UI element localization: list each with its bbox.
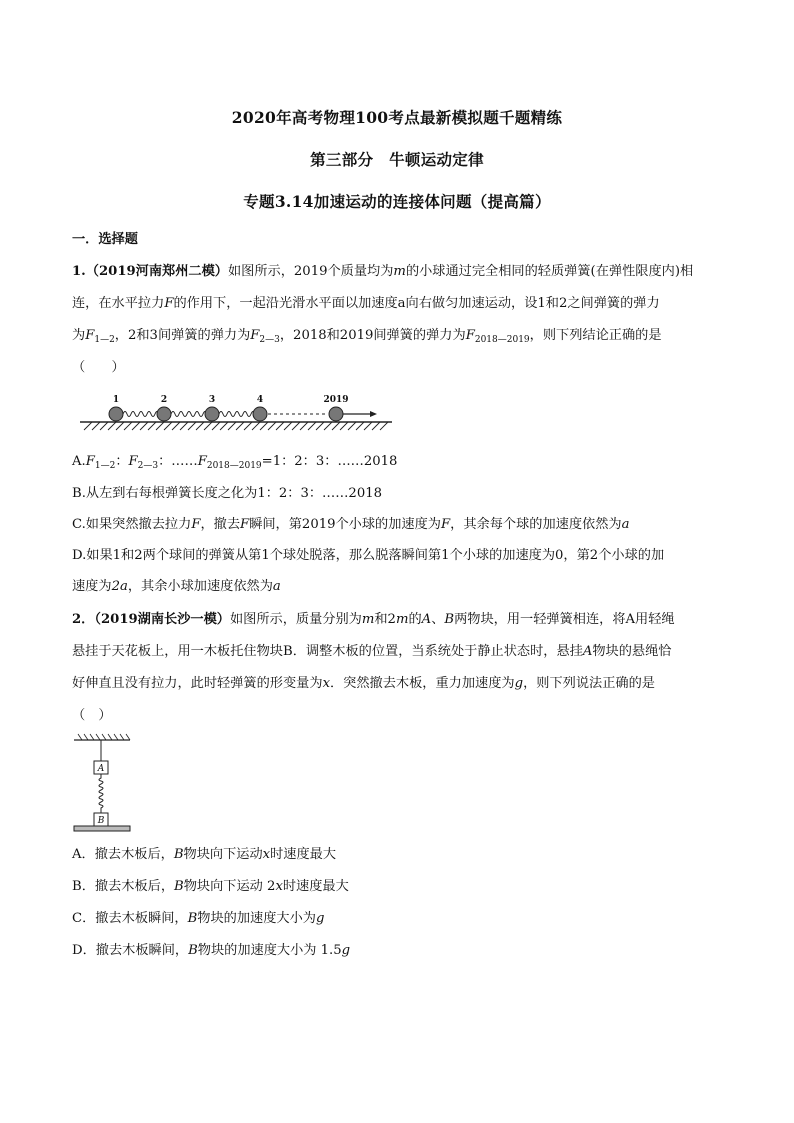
q1-stem-line3: 为$F_{1—2}$，2和3间弹簧的弹力为$F_{2—3}$，2018和2019间弹簧的弹力为$F_{2018—2019}$，则下列结论正确的是 (72, 328, 662, 345)
q2-option-d: D．撤去木板瞬间，B物块的加速度大小为 1.5g (72, 943, 351, 958)
spring (99, 774, 103, 813)
document-title: 2020年高考物理100考点最新模拟题千题精练 (231, 108, 563, 127)
q2-answer-paren: （ ） (72, 708, 112, 723)
ball-label-4: 4 (256, 395, 264, 405)
ball-label-2: 2 (160, 395, 168, 405)
q1-option-b: B.从左到右每根弹簧长度之化为1：2：3：……2018 (72, 486, 382, 501)
q2-hanging-figure (72, 734, 136, 834)
q1-option-c: C.如果突然撤去拉力F，撤去F瞬间，第2019个小球的加速度为F，其余每个球的加速度依然为a (72, 517, 630, 532)
q1-spring-figure (80, 392, 400, 442)
q2-stem-line2: 悬挂于天花板上，用一木板托住物块B．调整木板的位置，当系统处于静止状态时，悬挂A物块的悬绳恰 (72, 644, 672, 659)
ball-2019 (329, 407, 343, 421)
ball-label-3: 3 (208, 395, 216, 405)
q2-option-a: A．撤去木板后，B物块向下运动x时速度最大 (72, 847, 337, 862)
q2-stem-line1: 2．（2019湖南长沙一模）如图所示，质量分别为m和2m的A、B两物块，用一轻弹簧相连，将A用轻绳 (72, 612, 675, 627)
q1-option-d-line2: 速度为2a，其余小球加速度依然为a (72, 579, 281, 594)
ball-label-1: 1 (112, 395, 120, 405)
q1-stem-line1: 1.（2019河南郑州二模）如图所示，2019个质量均为m的小球通过完全相同的轻质弹簧(在弹性限度内)相 (72, 264, 694, 279)
q1-answer-paren: （ ） (72, 360, 125, 375)
q2-option-b: B．撤去木板后，B物块向下运动 2x时速度最大 (72, 879, 349, 894)
q2-source: （2019湖南长沙一模） (94, 612, 230, 627)
ball-2 (157, 407, 171, 421)
q1-option-a: $A.F_{1—2}$：$F_{2—3}$：$\dots\dots F_{2018—2019}=1$：2：3：……2018 (72, 454, 398, 471)
section-heading: 一．选择题 (72, 232, 138, 247)
block-b-label: B (97, 816, 105, 826)
q1-option-d-line1: D.如果1和2两个球间的弹簧从第1个球处脱落，那么脱落瞬间第1个小球的加速度为0，第2个小球的加 (72, 548, 665, 563)
ball-3 (205, 407, 219, 421)
q1-source: （2019河南郑州二模） (85, 264, 228, 279)
ball-4 (253, 407, 267, 421)
topic-title: 专题3.14加速运动的连接体问题（提高篇） (243, 192, 551, 211)
wooden-board (74, 826, 130, 831)
q1-stem-line2: 连，在水平拉力F的作用下，一起沿光滑水平面以加速度a向右做匀加速运动，设1和2之间弹簧的弹力 (72, 296, 660, 311)
q1-number: 1. (72, 264, 86, 279)
part-title: 第三部分 牛顿运动定律 (310, 150, 484, 169)
q2-stem-line3: 好伸直且没有拉力，此时轻弹簧的形变量为x．突然撤去木板，重力加速度为g，则下列说法正确的是 (72, 676, 655, 691)
ground-hatch (84, 422, 388, 430)
block-a-label: A (97, 764, 105, 774)
ball-1 (109, 407, 123, 421)
ball-label-2019: 2019 (323, 395, 349, 405)
q2-number: 2． (72, 612, 95, 627)
q2-option-c: C．撤去木板瞬间，B物块的加速度大小为g (72, 911, 325, 926)
